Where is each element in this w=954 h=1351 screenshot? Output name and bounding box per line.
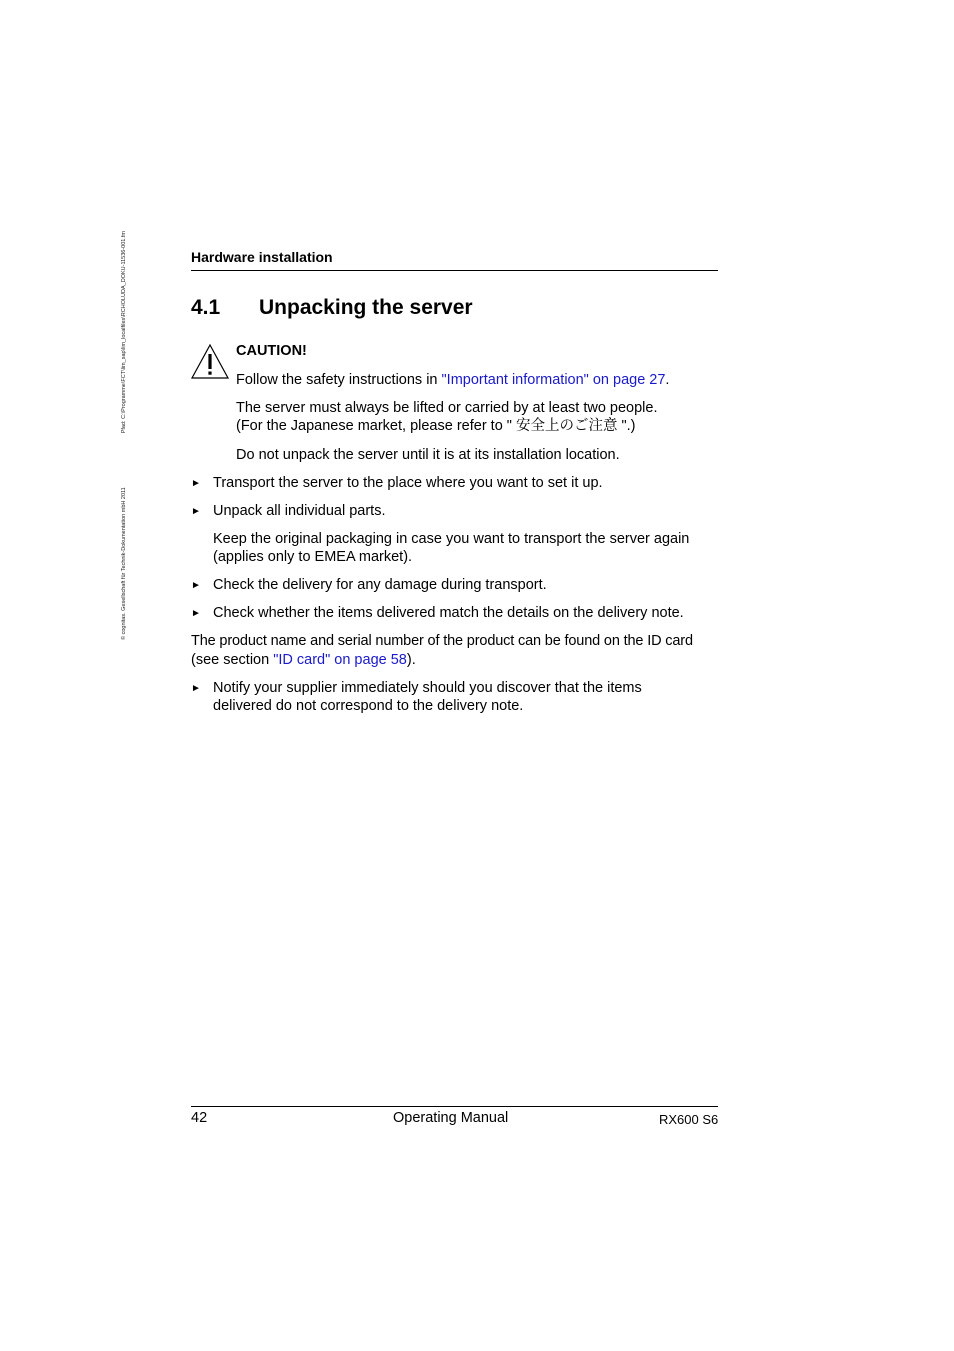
caution-label: CAUTION! bbox=[236, 343, 307, 359]
bullet-icon: ► bbox=[191, 580, 201, 591]
file-path-note: Pfad: C:\Programme\FCT\lim_sap\lim_localfiles\RCHOLUDA_DOKU-11536-001.fm bbox=[121, 231, 127, 434]
id-card-link[interactable]: "ID card" on page 58 bbox=[273, 652, 407, 668]
step-3: Check the delivery for any damage during transport. bbox=[213, 577, 547, 593]
caution-line-4: Do not unpack the server until it is at its installation location. bbox=[236, 447, 620, 463]
section-number: 4.1 bbox=[191, 296, 221, 319]
step-2-note-line-1: Keep the original packaging in case you want to transport the server again bbox=[213, 531, 690, 547]
section-title: Unpacking the server bbox=[259, 296, 473, 319]
step-4: Check whether the items delivered match the details on the delivery note. bbox=[213, 605, 684, 621]
bullet-icon: ► bbox=[191, 683, 201, 694]
footer-center-title: Operating Manual bbox=[393, 1110, 509, 1126]
caution-line-3: (For the Japanese market, please refer to " 安全上のご注意 ".) bbox=[236, 418, 636, 434]
bullet-icon: ► bbox=[191, 478, 201, 489]
id-card-paragraph-line-1: The product name and serial number of the product can be found on the ID card bbox=[191, 633, 693, 649]
final-step-line-1: Notify your supplier immediately should you discover that the items bbox=[213, 680, 642, 696]
important-info-link[interactable]: "Important information" on page 27 bbox=[441, 372, 666, 388]
caution-icon bbox=[190, 343, 230, 380]
copyright-note: © cognitas. Gesellschaft für Technik-Dokumentation mbH 2011 bbox=[121, 487, 127, 640]
bullet-icon: ► bbox=[191, 506, 201, 517]
caution-line-2: The server must always be lifted or carried by at least two people. bbox=[236, 400, 658, 416]
running-header: Hardware installation bbox=[191, 249, 333, 265]
id-card-paragraph-line-2: (see section "ID card" on page 58). bbox=[191, 652, 416, 668]
final-step-line-2: delivered do not correspond to the delivery note. bbox=[213, 698, 524, 714]
footer-model: RX600 S6 bbox=[659, 1112, 719, 1127]
header-rule bbox=[191, 270, 718, 271]
bullet-icon: ► bbox=[191, 608, 201, 619]
page-number: 42 bbox=[191, 1110, 208, 1126]
footer-rule bbox=[191, 1106, 718, 1107]
step-1: Transport the server to the place where you want to set it up. bbox=[213, 475, 603, 491]
step-2-note-line-2: (applies only to EMEA market). bbox=[213, 549, 413, 565]
side-note bbox=[121, 220, 127, 640]
caution-line-1: Follow the safety instructions in "Important information" on page 27. bbox=[236, 372, 670, 388]
step-2: Unpack all individual parts. bbox=[213, 503, 386, 519]
